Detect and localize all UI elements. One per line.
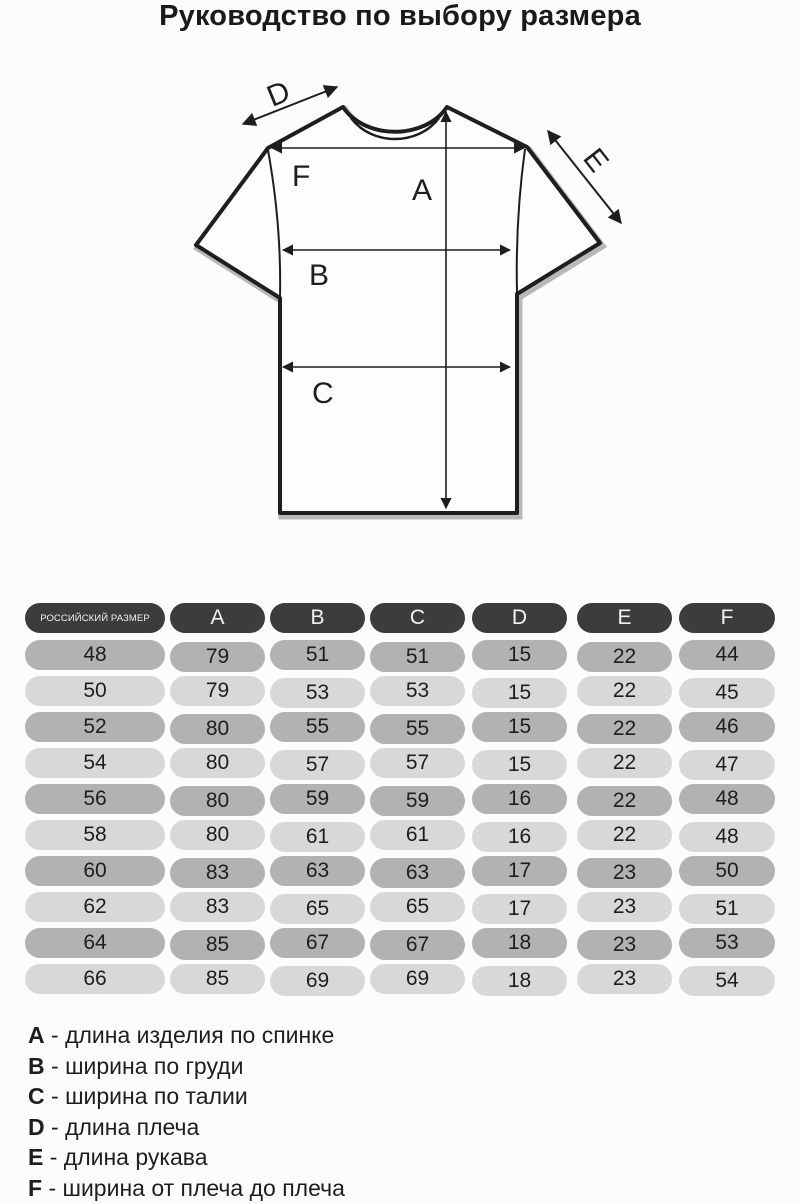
size-cell: 58 [25,820,165,850]
label-b: B [309,259,329,292]
measure-cell: 23 [577,964,672,994]
size-cell: 64 [25,928,165,958]
size-cell: 54 [25,748,165,778]
measure-cell: 59 [370,786,465,816]
size-cell: 50 [25,676,165,706]
legend-item [28,1051,788,1082]
measure-cell: 22 [577,820,672,850]
header-col-b: B [270,603,365,633]
measure-cell: 83 [170,858,265,888]
measure-cell: 22 [577,786,672,816]
label-a: A [412,174,432,207]
size-cell: 48 [25,640,165,670]
label-f: F [292,160,310,193]
legend-item [28,1173,788,1203]
measure-cell: 57 [270,750,365,780]
header-col-d: D [472,603,567,633]
legend-letter: B [28,1053,45,1079]
measure-cell: 48 [679,784,775,814]
measure-cell: 15 [472,640,567,670]
measure-cell: 63 [270,856,365,886]
measure-cell: 65 [270,894,365,924]
header-col-e: E [577,603,672,633]
legend [28,1020,788,1203]
measure-cell: 53 [270,678,365,708]
size-cell: 66 [25,964,165,994]
measure-cell: 63 [370,858,465,888]
legend-letter: F [28,1175,42,1201]
measure-cell: 22 [577,714,672,744]
measure-cell: 83 [170,892,265,922]
measure-cell: 22 [577,676,672,706]
legend-text: - ширина от плеча до плеча [42,1175,345,1201]
legend-item [28,1142,788,1173]
measure-cell: 79 [170,676,265,706]
measure-cell: 80 [170,748,265,778]
legend-item [28,1112,788,1143]
measure-cell: 61 [370,820,465,850]
measure-cell: 55 [270,712,365,742]
measure-cell: 80 [170,786,265,816]
measure-cell: 51 [370,642,465,672]
legend-letter: E [28,1144,43,1170]
header-col-f: F [679,603,775,633]
measure-cell: 47 [679,750,775,780]
legend-text: - длина плеча [45,1114,200,1140]
legend-text: - длина рукава [43,1144,207,1170]
legend-text: - длина изделия по спинке [45,1022,335,1048]
measure-cell: 51 [679,894,775,924]
size-table [25,603,775,998]
measure-cell: 55 [370,714,465,744]
measure-cell: 18 [472,928,567,958]
measure-cell: 67 [370,930,465,960]
legend-item [28,1020,788,1051]
header-col-a: A [170,603,265,633]
tshirt-outline [196,107,600,513]
size-cell: 62 [25,892,165,922]
measure-cell: 59 [270,784,365,814]
header-col-c: C [370,603,465,633]
label-d: D [262,75,294,114]
measure-cell: 57 [370,748,465,778]
legend-text: - ширина по талии [45,1083,248,1109]
measure-cell: 16 [472,822,567,852]
measure-cell: 51 [270,640,365,670]
measure-cell: 18 [472,966,567,996]
measure-cell: 15 [472,678,567,708]
measure-cell: 67 [270,928,365,958]
measure-cell: 80 [170,820,265,850]
measure-cell: 69 [270,966,365,996]
measure-cell: 15 [472,712,567,742]
label-c: C [312,377,334,410]
page-title: Руководство по выбору размера [0,0,800,32]
measure-cell: 65 [370,892,465,922]
measure-cell: 44 [679,640,775,670]
measure-cell: 85 [170,964,265,994]
measure-cell: 23 [577,930,672,960]
legend-letter: D [28,1114,45,1140]
measure-cell: 17 [472,856,567,886]
measure-cell: 16 [472,784,567,814]
size-cell: 52 [25,712,165,742]
measure-cell: 54 [679,966,775,996]
measure-cell: 61 [270,822,365,852]
measure-cell: 53 [370,676,465,706]
measure-cell: 80 [170,714,265,744]
header-russian-size: РОССИЙСКИЙ РАЗМЕР [25,603,165,633]
measure-cell: 46 [679,712,775,742]
legend-item [28,1081,788,1112]
measure-cell: 50 [679,856,775,886]
measure-cell: 45 [679,678,775,708]
measure-cell: 23 [577,892,672,922]
legend-text: - ширина по груди [45,1053,244,1079]
measure-cell: 15 [472,750,567,780]
tshirt-diagram [0,50,800,530]
measure-cell: 53 [679,928,775,958]
size-cell: 56 [25,784,165,814]
measure-cell: 17 [472,894,567,924]
measure-cell: 69 [370,964,465,994]
measure-cell: 79 [170,642,265,672]
measure-cell: 23 [577,858,672,888]
legend-letter: A [28,1022,45,1048]
measure-cell: 48 [679,822,775,852]
label-e: E [576,142,614,178]
legend-letter: C [28,1083,45,1109]
measure-cell: 22 [577,748,672,778]
measure-cell: 85 [170,930,265,960]
size-cell: 60 [25,856,165,886]
measure-cell: 22 [577,642,672,672]
